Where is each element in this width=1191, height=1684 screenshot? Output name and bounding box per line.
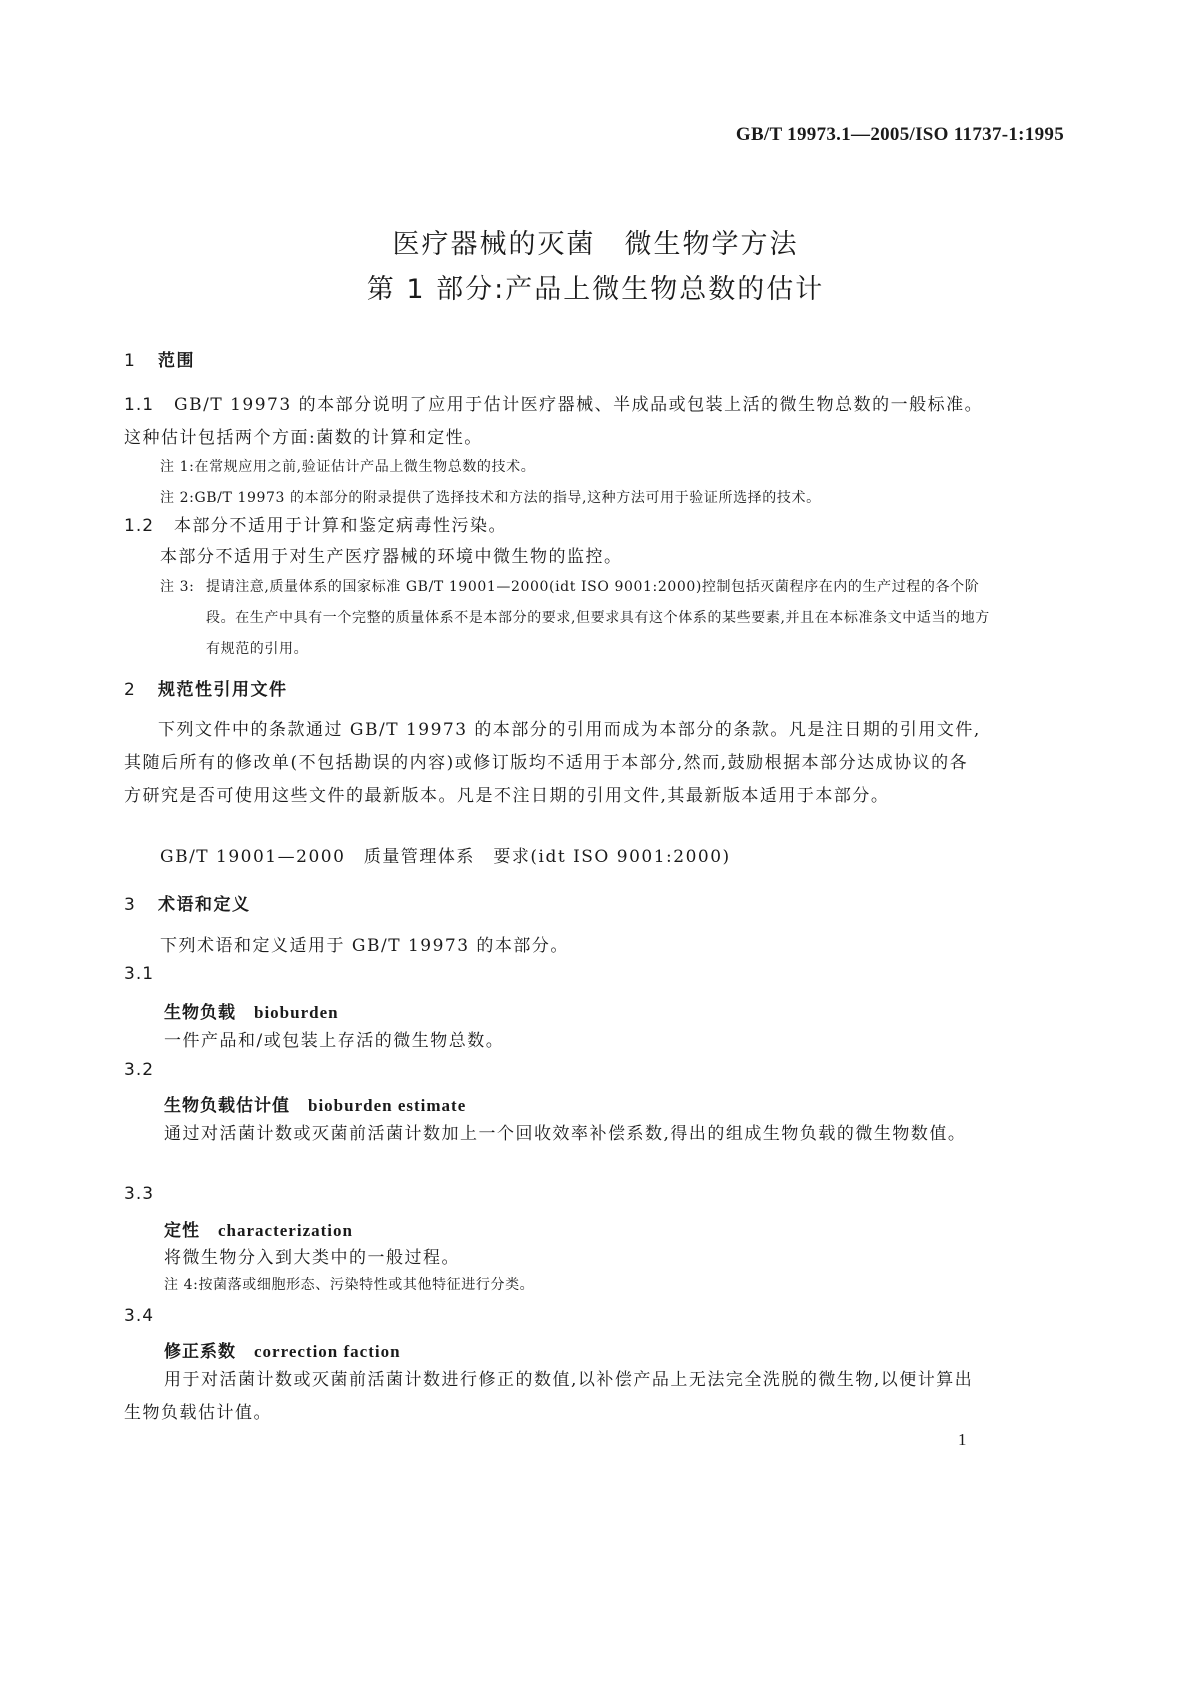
term-zh: 生物负载估计值 <box>164 1096 290 1116</box>
term-entry <box>164 998 339 1023</box>
term-definition: 用于对活菌计数或灭菌前活菌计数进行修正的数值,以补偿产品上无法完全洗脱的微生物,以便计算出生物负载估计值。 <box>124 1370 974 1423</box>
clause-number: 1.2 <box>124 516 155 536</box>
term-definition: 将微生物分入到大类中的一般过程。 <box>164 1248 460 1268</box>
term-entry <box>164 1337 401 1362</box>
title-line-1: 医疗器械的灭菌 微生物学方法 <box>392 229 799 260</box>
term-number: 3.3 <box>124 1184 155 1204</box>
term-en: bioburden <box>254 1003 339 1022</box>
term-zh: 生物负载 <box>164 1003 236 1023</box>
clause-text: GB/T 19973 的本部分说明了应用于估计医疗器械、半成品或包装上活的微生物总数的一般标准。这种估计包括两个方面:菌数的计算和定性。 <box>124 395 984 448</box>
document-title <box>0 222 1191 312</box>
term-entry <box>164 1216 353 1241</box>
term-number: 3.4 <box>124 1306 155 1326</box>
term-number: 3.1 <box>124 964 155 984</box>
note-label: 注 3: <box>160 579 195 595</box>
section-3-heading <box>124 890 251 915</box>
section-number: 1 <box>124 351 137 371</box>
term-en: correction faction <box>254 1342 401 1361</box>
term-zh: 修正系数 <box>164 1342 236 1362</box>
note-text: 提请注意,质量体系的国家标准 GB/T 19001—2000(idt ISO 9001:2000)控制包括灭菌程序在内的生产过程的各个阶段。在生产中具有一个完整的质量体系不是本部分的要求,但要求具有这个体系的某些要素,并且在本标准条文中适当的地方有规范的引用。 <box>206 579 990 657</box>
note-2: 注 2:GB/T 19973 的本部分的附录提供了选择技术和方法的指导,这种方法可用于验证所选择的技术。 <box>160 490 821 506</box>
section-title: 范围 <box>158 351 195 371</box>
section-2-heading <box>124 675 288 700</box>
term-definition: 通过对活菌计数或灭菌前活菌计数加上一个回收效率补偿系数,得出的组成生物负载的微生物数值。 <box>164 1124 967 1144</box>
normative-reference: GB/T 19001—2000 质量管理体系 要求(idt ISO 9001:2000) <box>160 847 731 867</box>
term-definition: 一件产品和/或包装上存活的微生物总数。 <box>164 1031 505 1051</box>
clause-1-1 <box>124 389 984 455</box>
section-number: 2 <box>124 680 137 700</box>
page-number: 1 <box>958 1430 967 1449</box>
section-3-intro: 下列术语和定义适用于 GB/T 19973 的本部分。 <box>160 936 569 956</box>
term-en: characterization <box>218 1221 353 1240</box>
note-1: 注 1:在常规应用之前,验证估计产品上微生物总数的技术。 <box>160 459 536 475</box>
section-title: 术语和定义 <box>158 895 251 915</box>
note-4: 注 4:按菌落或细胞形态、污染特性或其他特征进行分类。 <box>164 1277 535 1293</box>
clause-1-2 <box>124 510 507 543</box>
section-title: 规范性引用文件 <box>158 680 288 700</box>
clause-1-2-para: 本部分不适用于对生产医疗器械的环境中微生物的监控。 <box>160 547 623 567</box>
section-1-heading <box>124 346 195 371</box>
term-en: bioburden estimate <box>308 1096 467 1115</box>
note-3 <box>160 572 990 665</box>
term-zh: 定性 <box>164 1221 200 1241</box>
clause-text: 本部分不适用于计算和鉴定病毒性污染。 <box>174 516 508 536</box>
clause-number: 1.1 <box>124 395 155 415</box>
term-number: 3.2 <box>124 1060 155 1080</box>
term-entry <box>164 1091 466 1116</box>
section-2-paragraph: 下列文件中的条款通过 GB/T 19973 的本部分的引用而成为本部分的条款。凡是注日期的引用文件,其随后所有的修改单(不包括勘误的内容)或修订版均不适用于本部分,然而,鼓励根据本部分达成协议的各方研究是否可使用这些文件的最新版本。凡是不注日期的引用文件,其最新版本适用于本部分。 <box>124 720 981 806</box>
section-number: 3 <box>124 895 137 915</box>
title-line-2: 第 1 部分:产品上微生物总数的估计 <box>366 274 825 305</box>
standard-code: GB/T 19973.1—2005/ISO 11737-1:1995 <box>735 124 1064 145</box>
